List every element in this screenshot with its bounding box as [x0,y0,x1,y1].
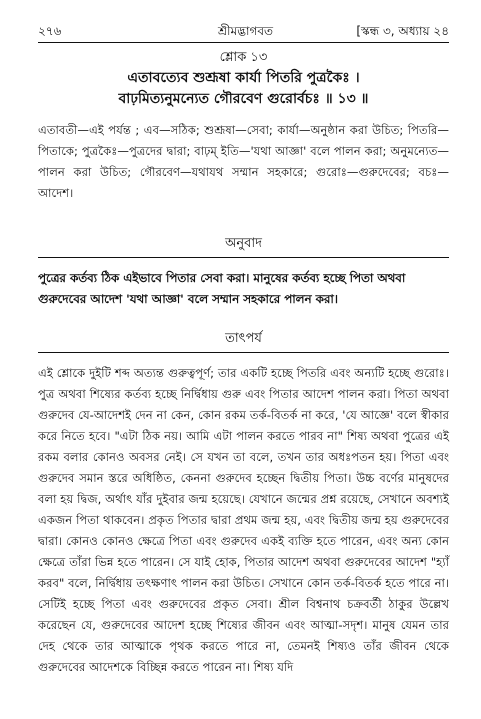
synonyms-paragraph: এতাবতী—এই পর্যন্ত ; এব—সঠিক; শুশ্রূষা—সেবা; কার্যা—অনুষ্ঠান করা উচিত; পিতরি—পিতাকে; পুত্রকৈঃ—পুত্রদের দ্বারা; বাঢ়ম্ ইতি—'যথা আজ্ঞা' বলে পালন করা; অনুমন্যেত—পালন করা উচিত; গৌরবেণ—যথাযথ সম্মান সহকারে; গুরোঃ—গুরুদেবের; বচঃ—আদেশ। [38,123,449,200]
book-title: শ্রীমদ্ভাগবত [218,24,274,38]
translation-paragraph: পুত্রের কর্তব্য ঠিক এইভাবে পিতার সেবা করা। মানুষের কর্তব্য হচ্ছে পিতা অথবা গুরুদেবের আদেশ 'যথা আজ্ঞা' বলে সম্মান সহকারে পালন করা। [38,271,406,306]
verse-number: শ্লোক ১৩ [219,50,268,65]
page-number: ২৭৬ [38,24,62,38]
page-header [38,20,449,42]
purport-text: এই শ্লোকে দুইটি শব্দ অত্যন্ত গুরুত্বপূর্ণ; তার একটি হচ্ছে পিতরি এবং অন্যটি হচ্ছে গুরোঃ। পুত্র অথবা শিষ্যের কর্তব্য হচ্ছে নির্দ্বিধায় গুরু এবং পিতার আদেশ পালন করা। পিতা অথবা গুরুদেব যে-আদেশই দেন না কেন, কোন রকম তর্ক-বিতর্ক না করে, 'যে আজ্ঞে' বলে স্বীকার করে নিতে হবে। "এটা ঠিক নয়। আমি এটা পালন করতে পারব না" শিষ্য অথবা পুত্রের এই রকম বলার কোনও অবসর নেই। সে যখন তা বলে, তখন তার অধঃপতন হয়। পিতা এবং গুরুদেব সমান স্তরে অধিষ্ঠিত, কেননা গুরুদেব হচ্ছেন দ্বিতীয় পিতা। উচ্চ বর্ণের মানুষদের বলা হয় দ্বিজ, অর্থাৎ যাঁর দুইবার জন্ম হয়েছে। যেখানে জন্মের প্রশ্ন রয়েছে, সেখানে অবশ্যই একজন পিতা থাকবেন। প্রকৃত পিতার দ্বারা প্রথম জন্ম হয়, এবং দ্বিতীয় জন্ম হয় গুরুদেবের দ্বারা। কোনও কোনও ক্ষেত্রে পিতা এবং গুরুদেব একই ব্যক্তি হতে পারেন, এবং অন্য কোন ক্ষেত্রে তাঁরা ভিন্ন হতে পারেন। সে যাই হোক, পিতার আদেশ অথবা গুরুদেবের আদেশ "হ্যাঁ করব" বলে, নির্দ্বিধায় তৎক্ষণাৎ পালন করা উচিত। সেখানে কোন তর্ক-বিতর্ক হতে পারে না। সেটিই হচ্ছে পিতা এবং গুরুদেবের প্রকৃত সেবা। শ্রীল বিশ্বনাথ চক্রবর্তী ঠাকুর উল্লেখ করেছেন যে, গুরুদেবের আদেশ হচ্ছে শিষ্যের জীবন এবং আত্মা-সদৃশ। মানুষ যেমন তার দেহ থেকে তার আত্মাকে পৃথক করতে পারে না, তেমনই শিষ্যও তাঁর জীবন থেকে গুরুদেবের আদেশকে বিচ্ছিন্ন করতে পারেন না। শিষ্য যদি [38,366,449,674]
purport-divider [38,352,449,353]
purport-heading: তাৎপর্য [225,331,262,346]
verse-block [38,48,449,110]
verse-line-2: বাঢ়মিত্যনুমন্যেত গৌরবেণ গুরোর্বচঃ ॥ ১৩ ॥ [118,91,369,107]
verse-line-1: এতাবত্যেব শুশ্রূষা কার্যা পিতরি পুত্রকৈঃ । [127,70,360,86]
translation-heading: অনুবাদ [225,236,262,251]
canto-chapter-reference: [স্কন্ধ ৩, অধ্যায় ২৪ [356,24,449,38]
translation-divider [38,257,449,258]
purport-paragraph [38,363,449,678]
header-divider [38,42,449,43]
